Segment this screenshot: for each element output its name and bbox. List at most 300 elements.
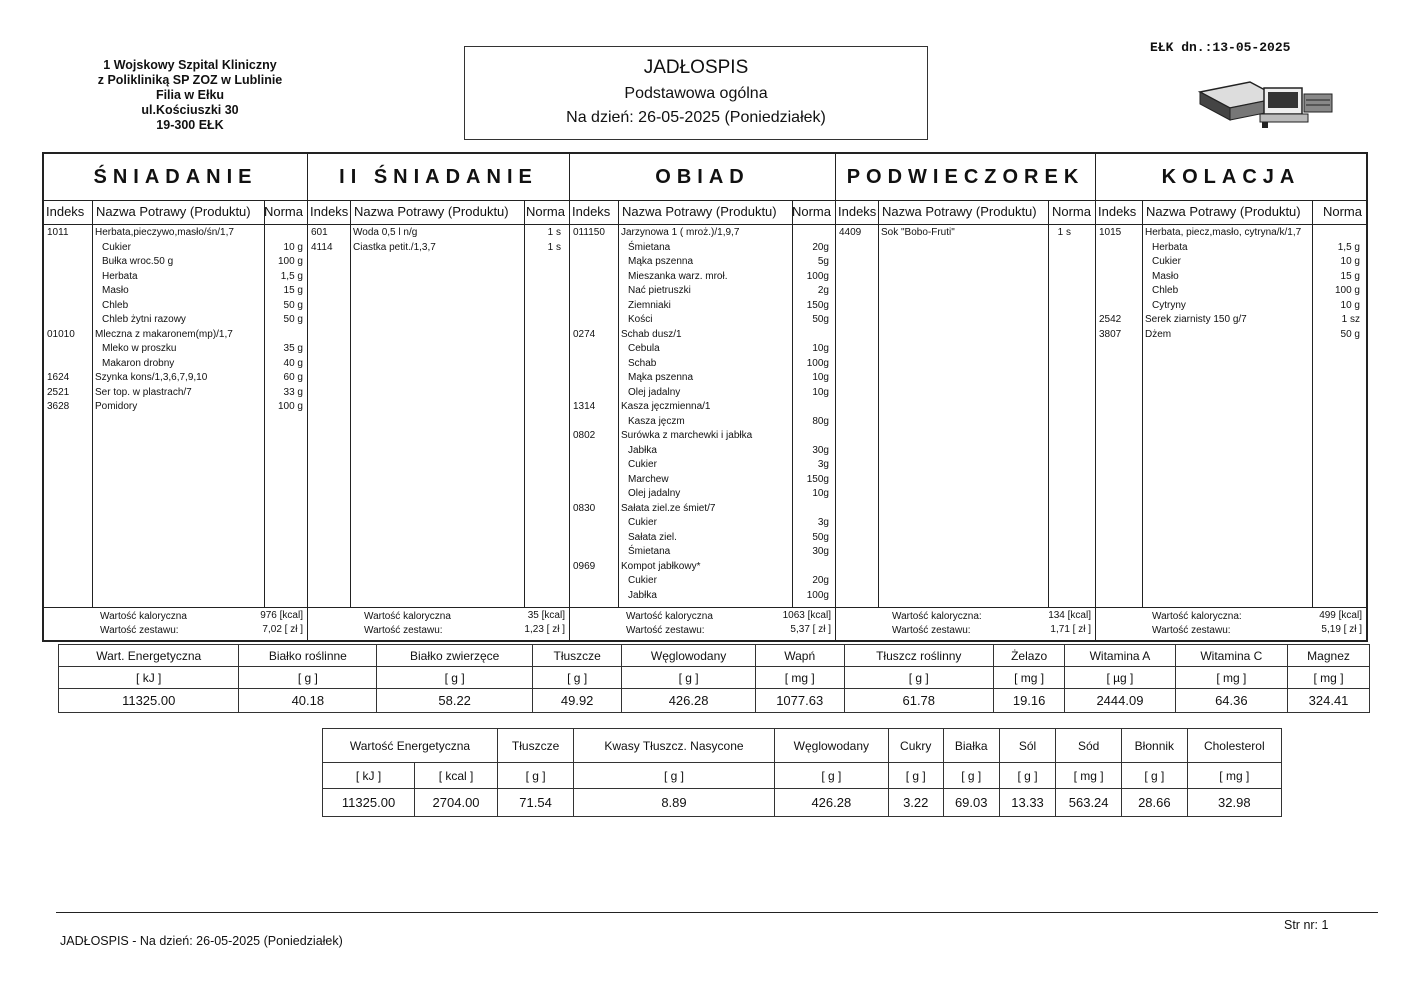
menu-item-row — [44, 255, 307, 270]
menu-item-row — [1096, 284, 1366, 299]
meal-summary — [308, 607, 569, 640]
nutrient-unit: [ g ] — [888, 763, 943, 789]
column-header-row — [1096, 200, 1366, 225]
cost-label: Wartość zestawu: — [364, 625, 443, 636]
column-header-name: Nazwa Potrawy (Produktu) — [354, 204, 509, 219]
menu-item-row — [44, 371, 307, 386]
item-norm: 80g — [812, 415, 829, 427]
item-norm: 33 g — [283, 386, 303, 398]
energy-header: Wartość Energetyczna — [323, 729, 498, 763]
cost-value: 5,37 [ zł ] — [790, 624, 831, 635]
item-norm: 100g — [806, 357, 829, 369]
item-name: Cukier — [628, 575, 657, 586]
nutrient-header: Tłuszcze — [533, 645, 622, 667]
meal-name: KOLACJA — [1096, 154, 1366, 201]
item-index: 0830 — [573, 502, 596, 514]
item-name: Szynka kons/1,3,6,7,9,10 — [95, 372, 208, 383]
item-index: 3807 — [1099, 328, 1122, 340]
nutrient-unit: [ mg ] — [1288, 667, 1370, 689]
menu-item-row — [836, 226, 1095, 241]
item-name: Serek ziarnisty 150 g/7 — [1145, 314, 1247, 325]
item-name: Sok "Bobo-Fruti" — [881, 227, 955, 238]
column-header-name: Nazwa Potrawy (Produktu) — [1146, 204, 1301, 219]
menu-item-row — [570, 241, 835, 256]
menu-item-row — [1096, 241, 1366, 256]
item-name: Olej jadalny — [628, 488, 681, 499]
item-norm: 1 s — [547, 227, 561, 238]
menu-item-row — [44, 400, 307, 415]
menu-item-row — [44, 299, 307, 314]
kcal-label: Wartość kaloryczna — [626, 611, 713, 622]
item-norm: 10g — [812, 343, 829, 354]
item-name: Cebula — [628, 343, 660, 354]
nutrient-unit: [ g ] — [1122, 763, 1187, 789]
item-index: 01010 — [47, 328, 75, 340]
column-header-row — [44, 200, 307, 225]
nutrient-value: 61.78 — [844, 689, 993, 713]
menu-item-row — [570, 255, 835, 270]
menu-item-row — [44, 270, 307, 285]
nutrient-unit: [ g ] — [999, 763, 1055, 789]
nutrient-unit: [ g ] — [622, 667, 756, 689]
nutrient-header: Żelazo — [993, 645, 1064, 667]
item-name: Dżem — [1145, 328, 1172, 340]
nutrient-unit: [ kJ ] — [323, 763, 415, 789]
meal-column — [308, 154, 570, 640]
menu-item-row — [570, 226, 835, 241]
nutrient-value: 563.24 — [1056, 789, 1122, 817]
kcal-value: 35 [kcal] — [527, 610, 565, 621]
item-name: Herbata — [102, 270, 138, 282]
nutrient-value: 1077.63 — [755, 689, 844, 713]
nutrient-value: 426.28 — [622, 689, 756, 713]
item-name: Kasza jęczm — [628, 415, 685, 427]
meal-name: PODWIECZOREK — [836, 154, 1095, 201]
hospital-line: 1 Wojskowy Szpital Kliniczny — [103, 58, 277, 72]
cost-value: 5,19 [ zł ] — [1321, 624, 1362, 635]
nutrient-value: 11325.00 — [59, 689, 239, 713]
item-name: Sałata ziel. — [628, 531, 677, 543]
item-norm: 20g — [812, 241, 829, 253]
item-norm: 3g — [817, 459, 829, 470]
nutrient-header: Sód — [1056, 729, 1122, 763]
nutrient-value: 324.41 — [1288, 689, 1370, 713]
item-name: Ciastka petit./1,3,7 — [353, 241, 436, 253]
nutrient-value: 28.66 — [1122, 789, 1187, 817]
nutrient-value: 49.92 — [533, 689, 622, 713]
cost-value: 7,02 [ zł ] — [262, 624, 303, 635]
hospital-line: z Polikliniką SP ZOZ w Lublinie — [97, 73, 283, 87]
item-name: Schab dusz/1 — [621, 328, 682, 340]
nutrient-unit: [ g ] — [239, 667, 377, 689]
hospital-address — [70, 58, 310, 133]
menu-item-row — [1096, 226, 1366, 241]
item-norm: 50g — [812, 314, 829, 325]
menu-item-row — [570, 444, 835, 459]
menu-item-row — [1096, 299, 1366, 314]
column-header-norm: Norma — [525, 204, 565, 219]
nutrient-header: Wart. Energetyczna — [59, 645, 239, 667]
menu-item-row — [570, 560, 835, 575]
column-header-norm: Norma — [1322, 204, 1362, 219]
column-header-index: Indeks — [46, 204, 85, 219]
nutrient-value: 64.36 — [1175, 689, 1287, 713]
item-name: Śmietana — [628, 241, 671, 253]
menu-item-row — [570, 342, 835, 357]
column-header-name: Nazwa Potrawy (Produktu) — [882, 204, 1037, 219]
item-index: 4114 — [311, 241, 333, 253]
cost-label: Wartość zestawu: — [892, 625, 971, 636]
menu-item-row — [570, 473, 835, 488]
print-date: EŁK dn.:13-05-2025 — [1150, 40, 1291, 55]
item-norm: 150g — [806, 473, 829, 485]
item-name: Surówka z marchewki i jabłka — [621, 430, 753, 441]
menu-item-row — [570, 270, 835, 285]
item-norm: 50 g — [1340, 328, 1360, 340]
item-name: Jarzynowa 1 ( mroż.)/1,9,7 — [621, 227, 740, 238]
item-norm: 20g — [812, 575, 829, 586]
nutrient-value: 8.89 — [574, 789, 775, 817]
menu-item-row — [1096, 270, 1366, 285]
kcal-label: Wartość kaloryczna: — [892, 611, 982, 622]
nutrient-unit: [ kcal ] — [415, 763, 498, 789]
nutrient-unit: [ kJ ] — [59, 667, 239, 689]
nutrient-header: Białka — [943, 729, 999, 763]
item-norm: 10g — [812, 488, 829, 499]
item-name: Ser top. w plastrach/7 — [95, 386, 192, 398]
cost-value: 1,71 [ zł ] — [1050, 624, 1091, 635]
nutrient-header: Cholesterol — [1187, 729, 1281, 763]
meal-items — [308, 226, 569, 255]
nutrient-unit: [ mg ] — [993, 667, 1064, 689]
column-header-index: Indeks — [1098, 204, 1137, 219]
nutrient-value: 71.54 — [497, 789, 573, 817]
cost-label: Wartość zestawu: — [626, 625, 705, 636]
item-name: Kości — [628, 314, 653, 325]
meal-items — [836, 226, 1095, 241]
item-name: Sałata ziel.ze śmiet/7 — [621, 502, 716, 514]
item-norm: 10g — [812, 372, 829, 383]
meal-items — [570, 226, 835, 603]
menu-item-row — [570, 386, 835, 401]
menu-item-row — [44, 342, 307, 357]
meal-column — [44, 154, 308, 640]
nutrient-unit: [ mg ] — [1187, 763, 1281, 789]
nutrient-value: 3.22 — [888, 789, 943, 817]
item-name: Mieszanka warz. mroł. — [628, 270, 728, 282]
item-norm: 1,5 g — [1337, 241, 1360, 253]
nutrient-value: 19.16 — [993, 689, 1064, 713]
nutrient-header: Węglowodany — [622, 645, 756, 667]
item-name: Nać pietruszki — [628, 285, 691, 296]
nutrient-unit: [ g ] — [533, 667, 622, 689]
menu-table — [42, 152, 1368, 642]
item-name: Chleb — [1152, 285, 1179, 296]
item-norm: 35 g — [283, 343, 303, 354]
column-header-row — [308, 200, 569, 225]
column-divider — [350, 200, 351, 608]
item-index: 2542 — [1099, 314, 1122, 325]
item-name: Olej jadalny — [628, 386, 681, 398]
item-norm: 1 s — [547, 241, 561, 253]
meal-column — [1096, 154, 1366, 640]
cost-value: 1,23 [ zł ] — [524, 624, 565, 635]
meal-column — [836, 154, 1096, 640]
meal-summary — [570, 607, 835, 640]
item-name: Cukier — [102, 241, 131, 253]
nutrient-header: Węglowodany — [774, 729, 888, 763]
item-index: 011150 — [573, 227, 605, 238]
meal-summary — [1096, 607, 1366, 640]
item-norm: 30g — [812, 546, 829, 557]
kcal-value: 134 [kcal] — [1048, 610, 1091, 621]
menu-item-row — [44, 328, 307, 343]
menu-item-row — [570, 545, 835, 560]
nutrient-header: Kwasy Tłuszcz. Nasycone — [574, 729, 775, 763]
nutrient-header: Magnez — [1288, 645, 1370, 667]
meal-name: II ŚNIADANIE — [308, 154, 569, 201]
nutrient-unit: [ mg ] — [755, 667, 844, 689]
item-name: Mleczna z makaronem(mp)/1,7 — [95, 328, 233, 340]
kcal-label: Wartość kaloryczna: — [1152, 611, 1242, 622]
column-header-index: Indeks — [838, 204, 877, 219]
item-index: 3628 — [47, 401, 70, 412]
nutrient-unit: [ µg ] — [1065, 667, 1175, 689]
meal-summary — [836, 607, 1095, 640]
nutrient-value: 426.28 — [774, 789, 888, 817]
diet-name: Podstawowa ogólna — [624, 85, 768, 102]
hospital-line: ul.Kościuszki 30 — [141, 103, 239, 117]
nutrient-header: Witamina C — [1175, 645, 1287, 667]
menu-item-row — [570, 516, 835, 531]
column-header-name: Nazwa Potrawy (Produktu) — [96, 204, 251, 219]
item-name: Cukier — [628, 459, 657, 470]
item-norm: 40 g — [283, 357, 303, 369]
item-norm: 60 g — [283, 372, 303, 383]
cost-label: Wartość zestawu: — [1152, 625, 1231, 636]
item-name: Schab — [628, 357, 657, 369]
item-name: Cytryny — [1152, 299, 1186, 311]
item-norm: 100g — [806, 270, 829, 282]
item-norm: 15 g — [1340, 270, 1360, 282]
nutrient-unit: [ g ] — [497, 763, 573, 789]
item-index: 2521 — [47, 386, 70, 398]
nutrient-value: 58.22 — [377, 689, 533, 713]
nutrient-unit: [ mg ] — [1175, 667, 1287, 689]
footer-divider — [56, 912, 1378, 913]
nutrition-label-table — [322, 728, 1282, 817]
nutrient-value: 13.33 — [999, 789, 1055, 817]
menu-item-row — [570, 415, 835, 430]
nutrient-unit: [ mg ] — [1056, 763, 1122, 789]
item-index: 1314 — [573, 401, 596, 412]
nutrient-value: 69.03 — [943, 789, 999, 817]
meal-column — [570, 154, 836, 640]
item-index: 4409 — [839, 227, 862, 238]
nutrient-header: Tłuszcz roślinny — [844, 645, 993, 667]
item-name: Mąka pszenna — [628, 372, 694, 383]
menu-item-row — [44, 386, 307, 401]
item-name: Cukier — [1152, 256, 1181, 267]
item-name: Masło — [102, 285, 129, 296]
kcal-value: 1063 [kcal] — [782, 610, 831, 621]
menu-item-row — [570, 589, 835, 604]
kcal-value: 976 [kcal] — [260, 610, 303, 621]
menu-item-row — [44, 313, 307, 328]
menu-item-row — [1096, 313, 1366, 328]
item-norm: 3g — [817, 517, 829, 528]
menu-item-row — [570, 429, 835, 444]
item-index: 0274 — [573, 328, 596, 340]
item-index: 1624 — [47, 372, 70, 383]
item-name: Herbata — [1152, 241, 1188, 253]
column-divider — [524, 200, 525, 608]
item-name: Makaron drobny — [102, 357, 175, 369]
nutrient-header: Błonnik — [1122, 729, 1187, 763]
nutrient-header: Wapń — [755, 645, 844, 667]
menu-item-row — [570, 284, 835, 299]
column-header-index: Indeks — [310, 204, 349, 219]
menu-item-row — [1096, 328, 1366, 343]
kcal-label: Wartość kaloryczna — [100, 611, 187, 622]
menu-item-row — [308, 241, 569, 256]
nutrient-value: 2444.09 — [1065, 689, 1175, 713]
item-norm: 10 g — [1340, 256, 1360, 267]
nutrient-header: Tłuszcze — [497, 729, 573, 763]
menu-item-row — [44, 284, 307, 299]
item-norm: 10 g — [1340, 299, 1360, 311]
item-norm: 5g — [817, 256, 829, 267]
hospital-line: Filia w Ełku — [155, 88, 225, 102]
nutrient-unit: [ g ] — [943, 763, 999, 789]
menu-item-row — [570, 458, 835, 473]
nutrient-value: 11325.00 — [323, 789, 415, 817]
item-name: Herbata,pieczywo,masło/śn/1,7 — [95, 227, 234, 238]
item-name: Pomidory — [95, 401, 138, 412]
item-name: Śmietana — [628, 546, 671, 557]
cost-label: Wartość zestawu: — [100, 625, 179, 636]
item-norm: 15 g — [283, 285, 303, 296]
nutrient-header: Cukry — [888, 729, 943, 763]
item-name: Marchew — [628, 473, 669, 485]
nutrient-header: Białko roślinne — [239, 645, 377, 667]
item-norm: 10 g — [283, 241, 303, 253]
nutrient-value: 40.18 — [239, 689, 377, 713]
item-name: Jabłka — [628, 444, 657, 456]
item-index: 0969 — [573, 560, 596, 572]
nutrient-header: Białko zwierzęce — [377, 645, 533, 667]
menu-item-row — [44, 357, 307, 372]
item-norm: 30g — [812, 444, 829, 456]
menu-item-row — [570, 328, 835, 343]
column-divider — [1048, 200, 1049, 608]
item-name: Jabłka — [628, 589, 657, 601]
nutrient-header: Witamina A — [1065, 645, 1175, 667]
item-name: Masło — [1152, 270, 1179, 282]
item-name: Woda 0,5 l n/g — [353, 227, 418, 238]
item-name: Mąka pszenna — [628, 256, 694, 267]
nutrient-header: Sól — [999, 729, 1055, 763]
item-name: Chleb żytni razowy — [102, 314, 186, 325]
menu-item-row — [570, 574, 835, 589]
column-header-norm: Norma — [1051, 204, 1091, 219]
nutrient-unit: [ g ] — [774, 763, 888, 789]
title-box — [464, 46, 928, 140]
item-name: Cukier — [628, 517, 657, 528]
nutrition-summary-table — [58, 644, 1370, 713]
item-index: 601 — [311, 227, 328, 238]
meal-items — [1096, 226, 1366, 342]
document-title: JADŁOSPIS — [643, 57, 749, 78]
nutrient-unit: [ g ] — [377, 667, 533, 689]
item-name: Chleb — [102, 299, 129, 311]
item-index: 1011 — [47, 227, 69, 238]
item-norm: 1,5 g — [280, 270, 303, 282]
item-norm: 100 g — [1334, 285, 1360, 296]
meal-items — [44, 226, 307, 415]
menu-item-row — [1096, 255, 1366, 270]
column-header-row — [570, 200, 835, 225]
nutrient-unit: [ g ] — [844, 667, 993, 689]
page-number: Str nr: 1 — [1284, 918, 1329, 932]
menu-item-row — [570, 313, 835, 328]
item-norm: 10g — [812, 386, 829, 398]
item-name: Kompot jabłkowy* — [621, 560, 701, 572]
menu-item-row — [308, 226, 569, 241]
menu-item-row — [570, 371, 835, 386]
meal-name: ŚNIADANIE — [44, 154, 307, 201]
item-index: 1015 — [1099, 227, 1122, 238]
item-norm: 50 g — [283, 314, 303, 325]
menu-date: Na dzień: 26-05-2025 (Poniedziałek) — [566, 109, 826, 126]
item-norm: 150g — [806, 299, 829, 311]
meal-name: OBIAD — [570, 154, 835, 201]
book-computer-icon — [1196, 74, 1336, 130]
column-header-index: Indeks — [572, 204, 611, 219]
item-norm: 100 g — [277, 256, 303, 267]
meal-summary — [44, 607, 307, 640]
menu-item-row — [570, 400, 835, 415]
item-name: Bułka wroc.50 g — [102, 256, 174, 267]
item-norm: 1 sz — [1341, 314, 1360, 325]
column-header-norm: Norma — [791, 204, 831, 219]
item-norm: 2g — [817, 285, 829, 296]
menu-item-row — [570, 487, 835, 502]
kcal-value: 499 [kcal] — [1319, 610, 1362, 621]
menu-item-row — [44, 226, 307, 241]
menu-item-row — [570, 299, 835, 314]
column-divider — [878, 200, 879, 608]
column-header-row — [836, 200, 1095, 225]
menu-item-row — [570, 531, 835, 546]
menu-item-row — [44, 241, 307, 256]
nutrient-unit: [ g ] — [574, 763, 775, 789]
item-name: Mleko w proszku — [102, 343, 177, 354]
menu-item-row — [570, 357, 835, 372]
item-name: Herbata, piecz,masło, cytryna/k/1,7 — [1145, 227, 1302, 238]
item-norm: 50 g — [283, 299, 303, 311]
footer-title: JADŁOSPIS - Na dzień: 26-05-2025 (Poniedziałek) — [60, 934, 343, 948]
kcal-label: Wartość kaloryczna — [364, 611, 451, 622]
column-header-norm: Norma — [263, 204, 303, 219]
nutrient-value: 32.98 — [1187, 789, 1281, 817]
nutrient-value: 2704.00 — [415, 789, 498, 817]
item-index: 0802 — [573, 430, 596, 441]
item-norm: 100g — [806, 589, 829, 601]
hospital-line: 19-300 EŁK — [156, 118, 224, 132]
item-norm: 1 s — [1057, 227, 1071, 238]
item-norm: 100 g — [277, 401, 303, 412]
